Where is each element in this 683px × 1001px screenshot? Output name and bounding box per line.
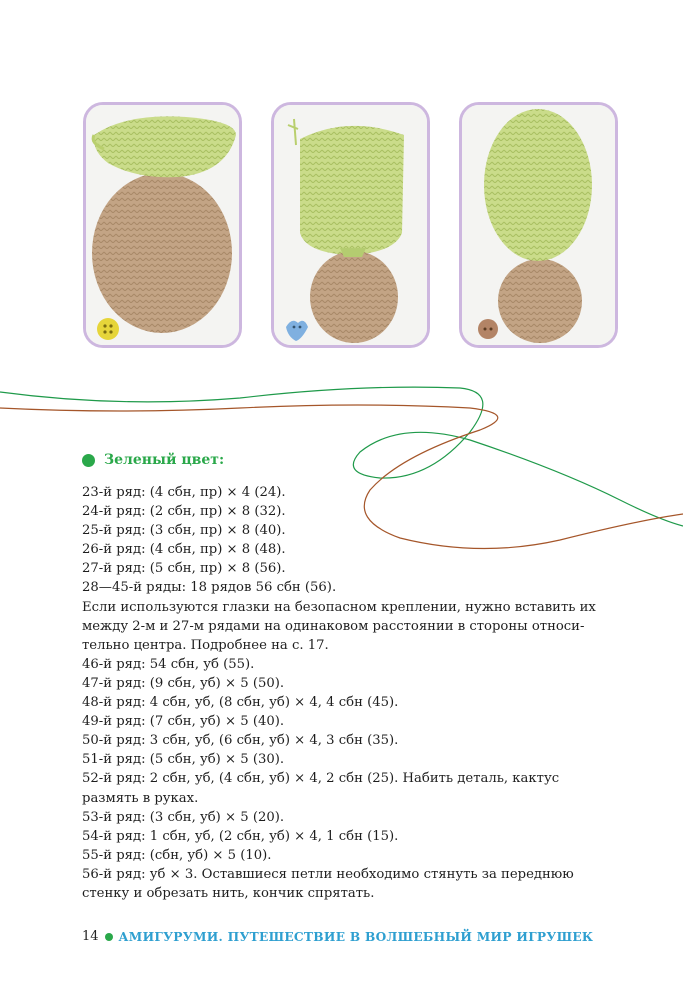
instruction-line: 28—45-й ряды: 18 рядов 56 сбн (56). [82, 580, 337, 596]
section-heading [82, 450, 224, 470]
footer-dot-icon [105, 933, 113, 941]
button-icon-yellow [97, 318, 119, 340]
instruction-line: тельно центра. Подробнее на с. 17. [82, 637, 329, 653]
instruction-line: 23-й ряд: (4 сбн, пр) × 4 (24). [82, 485, 286, 500]
instruction-line: 46-й ряд: 54 сбн, уб (55). [82, 656, 255, 672]
instruction-line: 26-й ряд: (4 сбн, пр) × 8 (48). [82, 542, 286, 558]
bullet-dot-icon [82, 454, 95, 467]
instruction-line: 47-й ряд: (9 сбн, уб) × 5 (50). [82, 675, 285, 691]
instruction-line: 56-й ряд: уб × 3. Оставшиеся петли необходимо стянуть за переднюю [82, 866, 574, 882]
button-icon-brown [478, 319, 498, 339]
instruction-line: 48-й ряд: 4 сбн, уб, (8 сбн, уб) × 4, 4 сбн (45). [82, 695, 399, 711]
instruction-line: Если используются глазки на безопасном креплении, нужно вставить их [82, 599, 596, 615]
instruction-line: 51-й ряд: (5 сбн, уб) × 5 (30). [82, 752, 285, 768]
photo-head-open-top [83, 102, 242, 348]
photo-head-tube [271, 102, 430, 348]
page-footer [82, 929, 593, 944]
instruction-line: 49-й ряд: (7 сбн, уб) × 5 (40). [82, 714, 285, 730]
instruction-line: 50-й ряд: 3 сбн, уб, (6 сбн, уб) × 4, 3 сбн (35). [82, 733, 399, 749]
instruction-line: 25-й ряд: (3 сбн, пр) × 8 (40). [82, 523, 286, 539]
photo-head-closed [459, 102, 618, 348]
instruction-line: размять в руках. [82, 790, 199, 806]
book-title: АМИГУРУМИ. ПУТЕШЕСТВИЕ В ВОЛШЕБНЫЙ МИР ИГРУШЕК [118, 929, 594, 944]
instruction-line: 55-й ряд: (сбн, уб) × 5 (10). [82, 847, 272, 863]
instruction-line: 54-й ряд: 1 сбн, уб, (2 сбн, уб) × 4, 1 сбн (15). [82, 828, 399, 844]
instruction-line: 52-й ряд: 2 сбн, уб, (4 сбн, уб) × 4, 2 сбн (25). Набить деталь, кактус [82, 771, 560, 787]
page-number: 14 [82, 929, 99, 944]
instruction-line: 24-й ряд: (2 сбн, пр) × 8 (32). [82, 504, 286, 520]
pattern-instructions [82, 483, 627, 903]
instruction-line: 27-й ряд: (5 сбн, пр) × 8 (56). [82, 561, 286, 577]
instruction-line: 53-й ряд: (3 сбн, уб) × 5 (20). [82, 809, 285, 825]
instruction-line: между 2-м и 27-м рядами на одинаковом расстоянии в стороны относи- [82, 618, 585, 634]
section-title: Зеленый цвет: [104, 452, 225, 468]
instruction-line: стенку и обрезать нить, кончик спрятать. [82, 885, 375, 901]
